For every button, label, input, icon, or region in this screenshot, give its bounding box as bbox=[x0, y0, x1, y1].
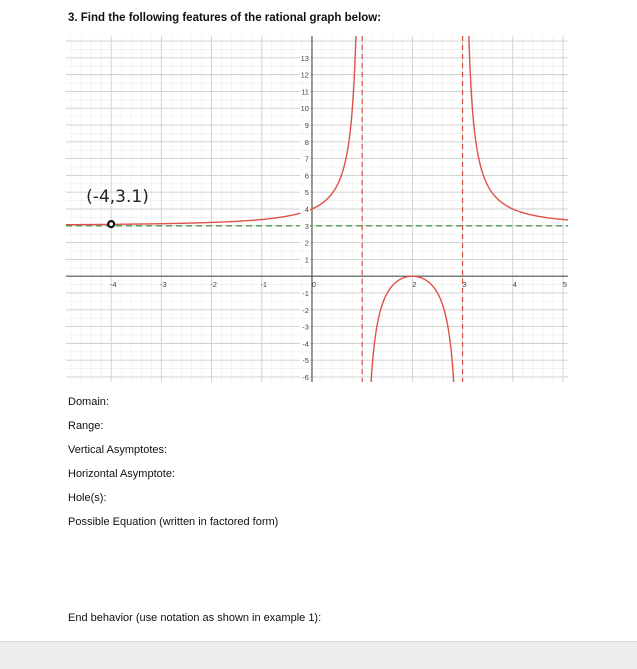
x-tick-label: -2 bbox=[210, 280, 217, 290]
y-tick-label: -1 bbox=[302, 288, 309, 298]
x-tick-label: 5 bbox=[562, 280, 568, 290]
x-tick-label: -3 bbox=[160, 280, 167, 290]
domain-label: Domain: bbox=[68, 396, 109, 408]
y-tick-label: 4 bbox=[304, 205, 309, 214]
range-label: Range: bbox=[68, 420, 104, 432]
x-tick-label: 3 bbox=[462, 280, 467, 290]
hole-marker bbox=[108, 221, 114, 227]
y-tick-label: 13 bbox=[300, 53, 309, 63]
y-tick-label: -6 bbox=[302, 372, 309, 382]
x-tick-label: 4 bbox=[512, 280, 517, 290]
y-tick-label: -2 bbox=[302, 305, 309, 315]
holes-label: Hole(s): bbox=[68, 492, 107, 504]
end-behavior-label: End behavior (use notation as shown in example 1): bbox=[68, 612, 322, 624]
y-tick-label: 8 bbox=[304, 137, 309, 147]
x-tick-label: 2 bbox=[412, 280, 417, 290]
y-tick-label: -5 bbox=[302, 356, 309, 366]
y-tick-label: 10 bbox=[300, 104, 309, 114]
y-tick-label: 3 bbox=[304, 221, 309, 231]
y-tick-label: 11 bbox=[301, 87, 309, 97]
y-tick-label: 6 bbox=[304, 171, 309, 181]
y-tick-label: 12 bbox=[300, 70, 309, 80]
x-tick-label: 0 bbox=[311, 280, 317, 290]
hole-annotation-text: (-4,3.1) bbox=[86, 187, 149, 208]
x-tick-label: -4 bbox=[109, 280, 117, 290]
y-tick-label: -4 bbox=[302, 339, 309, 349]
y-tick-label: -3 bbox=[302, 322, 309, 332]
y-tick-label: 5 bbox=[304, 188, 309, 198]
y-tick-label: 1 bbox=[304, 255, 309, 265]
hole-annotation-group bbox=[86, 187, 149, 227]
x-tick-label: -1 bbox=[260, 280, 268, 290]
horizontal-asymptote-label: Horizontal Asymptote: bbox=[68, 468, 175, 480]
equation-label: Possible Equation (written in factored form) bbox=[68, 516, 279, 528]
y-tick-label: 2 bbox=[304, 238, 309, 248]
vertical-asymptotes-label: Vertical Asymptotes: bbox=[68, 444, 168, 456]
rational-function-graph bbox=[66, 36, 568, 382]
y-tick-label: 9 bbox=[304, 121, 309, 131]
question-title: 3. Find the following features of the rational graph below: bbox=[68, 12, 382, 24]
y-tick-label: 7 bbox=[304, 154, 309, 164]
bottom-bar bbox=[0, 641, 637, 669]
